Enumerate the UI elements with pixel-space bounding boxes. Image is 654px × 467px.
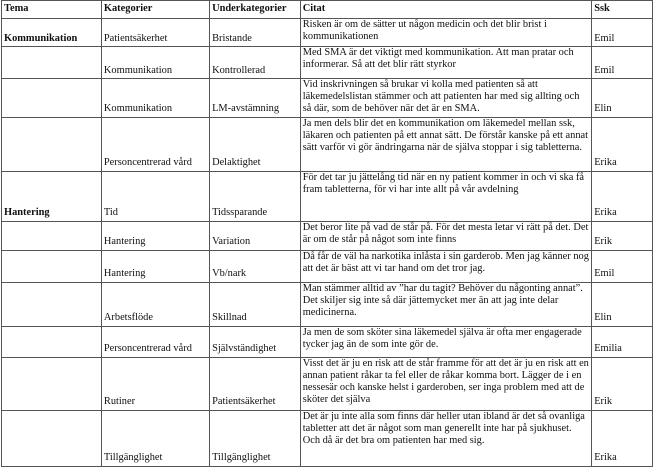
cell-citat: Ja men de som sköter sina läkemedel själva är ofta mer engagerade tycker jag än de som inte gör de. bbox=[300, 326, 592, 357]
cell-tema bbox=[2, 47, 102, 79]
cell-ssk: Erika bbox=[592, 171, 653, 221]
cell-ssk: Erika bbox=[592, 410, 653, 466]
cell-ssk: Emil bbox=[592, 47, 653, 79]
cell-kategori: Patientsäkerhet bbox=[101, 19, 209, 47]
table-row bbox=[2, 282, 653, 326]
cell-kategori: Arbetsflöde bbox=[101, 282, 209, 326]
cell-kategori: Hantering bbox=[101, 250, 209, 282]
cell-tema bbox=[2, 357, 102, 410]
cell-tema bbox=[2, 410, 102, 466]
cell-kategori: Kommunikation bbox=[101, 47, 209, 79]
cell-underkategori: Kontrollerad bbox=[210, 47, 301, 79]
cell-underkategori: Patientsäkerhet bbox=[210, 357, 301, 410]
cell-kategori: Personcentrerad vård bbox=[101, 117, 209, 171]
cell-kategori: Personcentrerad vård bbox=[101, 326, 209, 357]
table-row bbox=[2, 79, 653, 118]
cell-citat: Visst det är ju en risk att de står framme för att det är ju en risk att en annan patient råkar ta fel eller de råkar komma bort. Lägger de i en nessesär och kanske helst i garderoben, ser inga problem med att de sköter det själva bbox=[300, 357, 592, 410]
header-citat: Citat bbox=[300, 1, 592, 19]
cell-tema bbox=[2, 250, 102, 282]
cell-kategori: Tillgänglighet bbox=[101, 410, 209, 466]
table-row bbox=[2, 47, 653, 79]
table-row bbox=[2, 326, 653, 357]
cell-citat: Man stämmer alltid av ”har du tagit? Behöver du någonting annat”. Det skiljer sig inte så där jättemycket mer än att jag inte delar medicinerna. bbox=[300, 282, 592, 326]
cell-kategori: Hantering bbox=[101, 221, 209, 250]
cell-ssk: Elin bbox=[592, 282, 653, 326]
header-kategorier: Kategorier bbox=[101, 1, 209, 19]
cell-tema bbox=[2, 79, 102, 118]
header-row bbox=[2, 1, 653, 19]
interview-coding-table bbox=[1, 0, 653, 467]
cell-citat: Ja men dels blir det en kommunikation om läkemedel mellan ssk, läkaren och patienten på ett annat sätt. De förstår kanske på ett annat sätt varför vi gör ändringarna när de själva stoppar i sig tabletterna. bbox=[300, 117, 592, 171]
cell-ssk: Erik bbox=[592, 221, 653, 250]
cell-citat: Risken är om de sätter ut någon medicin och det blir brist i kommunikationen bbox=[300, 19, 592, 47]
header-tema: Tema bbox=[2, 1, 102, 19]
cell-underkategori: Tidssparande bbox=[210, 171, 301, 221]
cell-citat: Det beror lite på vad de står på. För det mesta letar vi rätt på det. Det är om de står på något som inte finns bbox=[300, 221, 592, 250]
cell-kategori: Rutiner bbox=[101, 357, 209, 410]
cell-underkategori: Vb/nark bbox=[210, 250, 301, 282]
cell-citat: För det tar ju jättelång tid när en ny patient kommer in och vi ska få fram tabletterna, för vi har inte allt på vår avdelning bbox=[300, 171, 592, 221]
cell-tema bbox=[2, 117, 102, 171]
cell-tema: Kommunikation bbox=[2, 19, 102, 47]
cell-ssk: Emilia bbox=[592, 326, 653, 357]
cell-ssk: Erika bbox=[592, 117, 653, 171]
cell-citat: Med SMA är det viktigt med kommunikation. Att man pratar och informerar. Så att det blir rätt styrkor bbox=[300, 47, 592, 79]
cell-citat: Vid inskrivningen så brukar vi kolla med patienten så att läkemedelslistan stämmer och att patienten har med sig allting och så där, som de behöver när det är en SMA. bbox=[300, 79, 592, 118]
header-underkategorier: Underkategorier bbox=[210, 1, 301, 19]
cell-underkategori: Skillnad bbox=[210, 282, 301, 326]
cell-underkategori: Variation bbox=[210, 221, 301, 250]
table-row bbox=[2, 19, 653, 47]
table-row bbox=[2, 171, 653, 221]
cell-ssk: Emil bbox=[592, 250, 653, 282]
table-row bbox=[2, 117, 653, 171]
cell-citat: Då får de väl ha narkotika inlåsta i sin garderob. Men jag känner nog att det är bäst att vi tar hand om det tror jag. bbox=[300, 250, 592, 282]
table-row bbox=[2, 357, 653, 410]
cell-tema bbox=[2, 221, 102, 250]
table-row bbox=[2, 250, 653, 282]
cell-tema: Hantering bbox=[2, 171, 102, 221]
cell-tema bbox=[2, 326, 102, 357]
table-row bbox=[2, 221, 653, 250]
cell-underkategori: Delaktighet bbox=[210, 117, 301, 171]
cell-tema bbox=[2, 282, 102, 326]
cell-kategori: Tid bbox=[101, 171, 209, 221]
cell-underkategori: Tillgänglighet bbox=[210, 410, 301, 466]
cell-underkategori: Bristande bbox=[210, 19, 301, 47]
cell-underkategori: Självständighet bbox=[210, 326, 301, 357]
cell-kategori: Kommunikation bbox=[101, 79, 209, 118]
cell-underkategori: LM-avstämning bbox=[210, 79, 301, 118]
cell-citat: Det är ju inte alla som finns där heller utan ibland är det så ovanliga tabletter att det är något som man generellt inte har på sjukhuset. Och då är det bra om patienten har med sig. bbox=[300, 410, 592, 466]
cell-ssk: Elin bbox=[592, 79, 653, 118]
cell-ssk: Emil bbox=[592, 19, 653, 47]
cell-ssk: Erik bbox=[592, 357, 653, 410]
table-row bbox=[2, 410, 653, 466]
header-ssk: Ssk bbox=[592, 1, 653, 19]
